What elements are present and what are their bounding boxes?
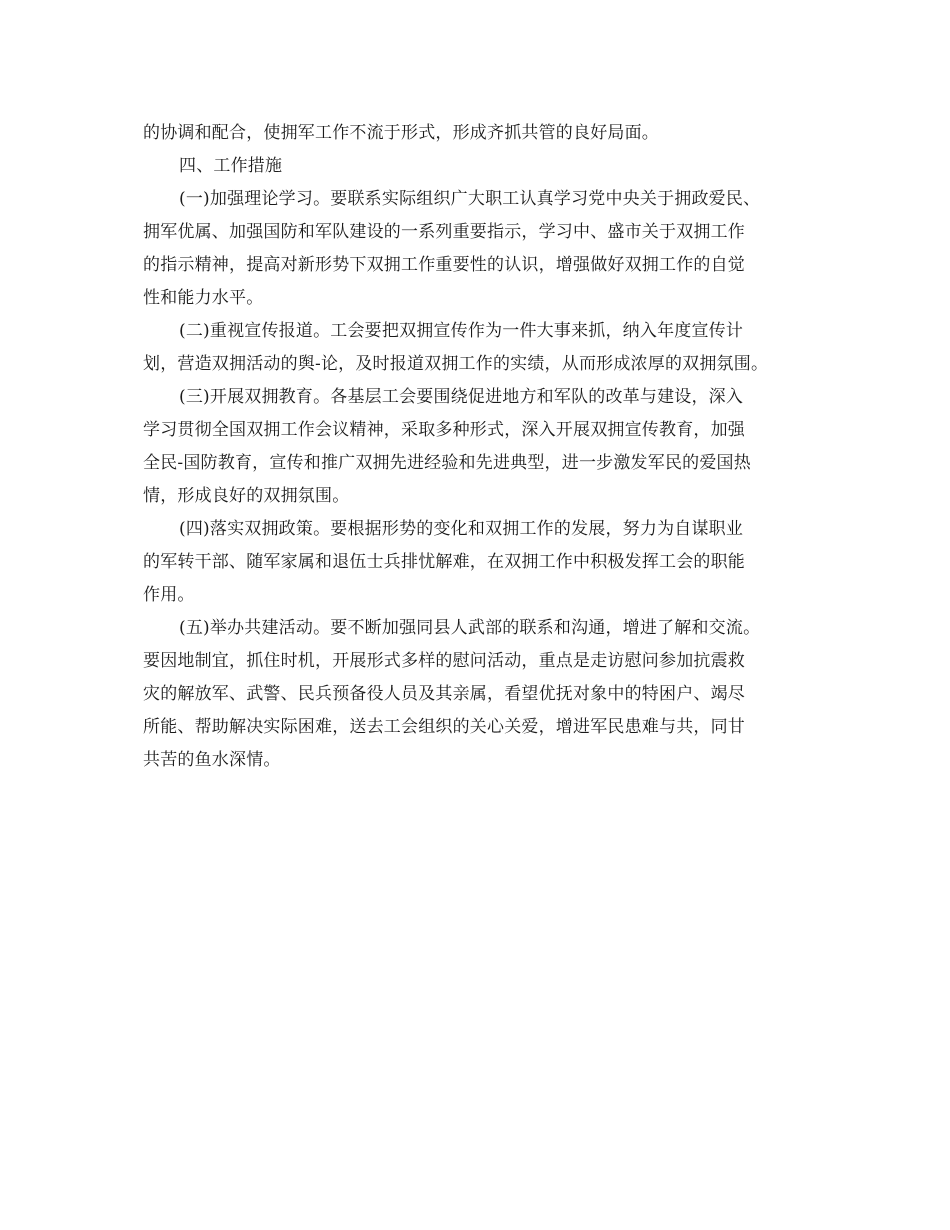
text-line: 作用。 bbox=[143, 585, 195, 605]
document-body bbox=[143, 117, 813, 777]
text-line: 共苦的鱼水深情。 bbox=[143, 750, 281, 770]
text-line: 性和能力水平。 bbox=[143, 288, 264, 308]
text-line: 学习贯彻全国双拥工作会议精神，采取多种形式，深入开展双拥宣传教育，加强 bbox=[143, 420, 745, 440]
text-line: (三)开展双拥教育。各基层工会要围绕促进地方和军队的改革与建设，深入 bbox=[179, 387, 744, 407]
text-line: (二)重视宣传报道。工会要把双拥宣传作为一件大事来抓，纳入年度宣传计 bbox=[179, 321, 744, 341]
text-line: (一)加强理论学习。要联系实际组织广大职工认真学习党中央关于拥政爱民、 bbox=[179, 189, 761, 209]
text-line: 所能、帮助解决实际困难，送去工会组织的关心关爱，增进军民患难与共，同甘 bbox=[143, 717, 745, 737]
text-line: 灾的解放军、武警、民兵预备役人员及其亲属，看望优抚对象中的特困户、竭尽 bbox=[143, 684, 745, 704]
text-line: 的协调和配合，使拥军工作不流于形式，形成齐抓共管的良好局面。 bbox=[143, 123, 659, 143]
text-line: 四、工作措施 bbox=[179, 156, 283, 176]
text-line: (五)举办共建活动。要不断加强同县人武部的联系和沟通，增进了解和交流。 bbox=[179, 618, 761, 638]
text-line: 全民-国防教育，宣传和推广双拥先进经验和先进典型，进一步激发军民的爱国热 bbox=[143, 453, 751, 473]
text-line: 情，形成良好的双拥氛围。 bbox=[143, 486, 350, 506]
text-line: 要因地制宜，抓住时机，开展形式多样的慰问活动，重点是走访慰问参加抗震救 bbox=[143, 651, 745, 671]
text-line: 的军转干部、随军家属和退伍士兵排忧解难，在双拥工作中积极发挥工会的职能 bbox=[143, 552, 745, 572]
text-line: 的指示精神，提高对新形势下双拥工作重要性的认识，增强做好双拥工作的自觉 bbox=[143, 255, 745, 275]
text-line: 拥军优属、加强国防和军队建设的一系列重要指示，学习中、盛市关于双拥工作 bbox=[143, 222, 745, 242]
text-line: 划，营造双拥活动的舆-论，及时报道双拥工作的实绩，从而形成浓厚的双拥氛围。 bbox=[143, 354, 769, 374]
text-line: (四)落实双拥政策。要根据形势的变化和双拥工作的发展，努力为自谋职业 bbox=[179, 519, 744, 539]
